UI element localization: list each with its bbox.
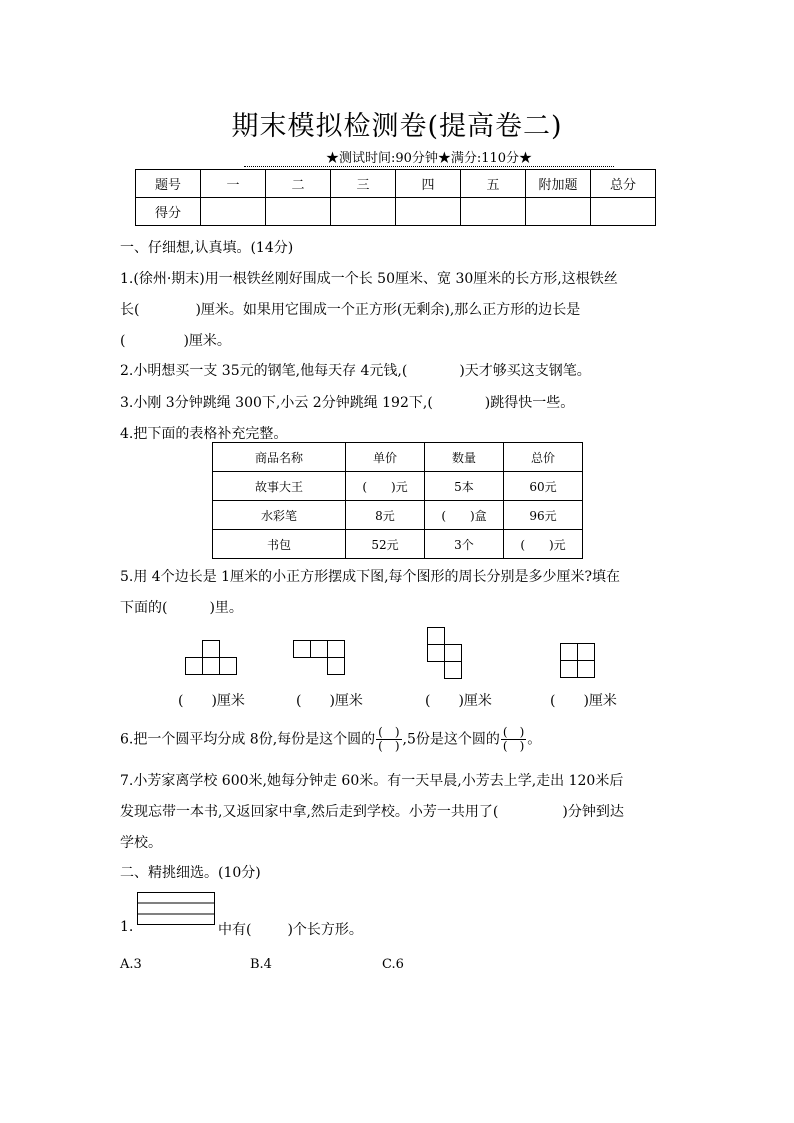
- q3-text: 3.小刚 3分钟跳绳 300下,小云 2分钟跳绳 192下,(: [120, 395, 433, 411]
- score-header: 一: [201, 170, 266, 198]
- figure-2: [294, 641, 345, 675]
- score-cell[interactable]: [591, 198, 656, 226]
- score-table: [135, 169, 656, 226]
- section1-heading: 一、仔细想,认真填。(14分): [120, 240, 294, 256]
- goods-header: 商品名称: [213, 443, 346, 472]
- s2-q1-text: 中有(: [218, 922, 252, 938]
- goods-cell-blank[interactable]: ( )元: [504, 530, 583, 559]
- option-a[interactable]: A.3: [120, 957, 142, 972]
- section2-heading: 二、精挑细选。(10分): [120, 865, 261, 881]
- score-row-label: 得分: [136, 198, 201, 226]
- figure-3: [428, 628, 462, 679]
- q6-text: 6.把一个圆平均分成 8份,每份是这个圆的: [120, 731, 376, 748]
- fraction-denominator: ( ): [378, 739, 400, 753]
- goods-cell: 60元: [504, 472, 583, 501]
- fraction-numerator: ( ): [502, 725, 525, 739]
- figure-4: [561, 644, 595, 678]
- goods-cell: 3个: [425, 530, 504, 559]
- goods-cell: 书包: [213, 530, 346, 559]
- answer-blank-cm[interactable]: ( )厘米: [425, 693, 492, 709]
- goods-header: 数量: [425, 443, 504, 472]
- answer-blank-cm[interactable]: ( )厘米: [178, 693, 245, 709]
- goods-table: [212, 442, 583, 559]
- q1-line1: 1.(徐州·期末)用一根铁丝刚好围成一个长 50厘米、宽 30厘米的长方形,这根铁丝: [120, 271, 618, 287]
- score-header: 四: [396, 170, 461, 198]
- s2-q1: [218, 919, 363, 939]
- goods-cell: 水彩笔: [213, 501, 346, 530]
- score-cell[interactable]: [266, 198, 331, 226]
- goods-cell: 52元: [346, 530, 425, 559]
- figure-1: [186, 641, 237, 675]
- goods-cell-blank[interactable]: ( )元: [346, 472, 425, 501]
- q7-line3: 学校。: [120, 835, 162, 851]
- goods-cell: 5本: [425, 472, 504, 501]
- score-header: 二: [266, 170, 331, 198]
- q7-line1: 7.小芳家离学校 600米,她每分钟走 60米。有一天早晨,小芳去上学,走出 120米后: [120, 773, 624, 789]
- q2-text: )天才够买这支钢笔。: [459, 363, 591, 379]
- square-figures: [0, 620, 794, 680]
- score-cell[interactable]: [201, 198, 266, 226]
- q4-text: 4.把下面的表格补充完整。: [120, 426, 288, 442]
- q1-text: 长(: [120, 302, 140, 318]
- goods-row: [213, 501, 583, 530]
- fraction-numerator: ( ): [378, 725, 400, 739]
- score-cell[interactable]: [396, 198, 461, 226]
- goods-row: [213, 530, 583, 559]
- score-header: 题号: [136, 170, 201, 198]
- q6-text: ,5份是这个圆的: [402, 731, 500, 748]
- goods-header-row: [213, 443, 583, 472]
- goods-row: [213, 472, 583, 501]
- q6-text: 。: [527, 731, 542, 748]
- q5-line1: 5.用 4个边长是 1厘米的小正方形摆成下图,每个图形的周长分别是多少厘米?填在: [120, 569, 621, 585]
- score-header: 五: [461, 170, 526, 198]
- goods-cell: 故事大王: [213, 472, 346, 501]
- goods-cell: 8元: [346, 501, 425, 530]
- option-c[interactable]: C.6: [382, 957, 404, 972]
- goods-header: 单价: [346, 443, 425, 472]
- q3: [120, 392, 574, 412]
- score-header: 附加题: [526, 170, 591, 198]
- option-b[interactable]: B.4: [250, 957, 272, 972]
- q7-text: 发现忘带一本书,又返回家中拿,然后走到学校。小芳一共用了(: [120, 804, 499, 820]
- answer-blank-cm[interactable]: ( )厘米: [550, 693, 617, 709]
- q1-text: )厘米。如果用它围成一个正方形(无剩余),那么正方形的边长是: [195, 302, 581, 318]
- rectangles-figure: [137, 892, 217, 928]
- score-row: [136, 198, 656, 226]
- score-cell[interactable]: [461, 198, 526, 226]
- q7-text: )分钟到达: [562, 804, 624, 820]
- page-title: 期末模拟检测卷(提高卷二): [231, 111, 563, 142]
- score-header: 总分: [591, 170, 656, 198]
- q5-line2: 下面的( )里。: [120, 600, 243, 616]
- goods-header: 总价: [504, 443, 583, 472]
- s2-q1-num: 1.: [120, 919, 134, 935]
- q1-line2: [120, 299, 580, 319]
- fraction-blank[interactable]: [376, 726, 401, 753]
- answer-blank-cm[interactable]: ( )厘米: [296, 693, 363, 709]
- goods-cell: 96元: [504, 501, 583, 530]
- fraction-denominator: ( ): [502, 739, 525, 753]
- score-header-row: [136, 170, 656, 198]
- score-cell[interactable]: [526, 198, 591, 226]
- goods-cell-blank[interactable]: ( )盒: [425, 501, 504, 530]
- q1-text: (: [120, 333, 126, 349]
- q2: [120, 360, 591, 380]
- score-cell[interactable]: [331, 198, 396, 226]
- score-header: 三: [331, 170, 396, 198]
- q3-text: )跳得快一些。: [484, 395, 575, 411]
- q7-line2: [120, 801, 624, 821]
- q6: [120, 726, 541, 753]
- q1-text: )厘米。: [183, 333, 231, 349]
- s2-q1-text: )个长方形。: [287, 922, 363, 938]
- q1-line3: [120, 330, 231, 350]
- fraction-blank[interactable]: [501, 726, 526, 753]
- exam-info: ★测试时间:90分钟★满分:110分★: [244, 151, 614, 167]
- q2-text: 2.小明想买一支 35元的钢笔,他每天存 4元钱,(: [120, 363, 408, 379]
